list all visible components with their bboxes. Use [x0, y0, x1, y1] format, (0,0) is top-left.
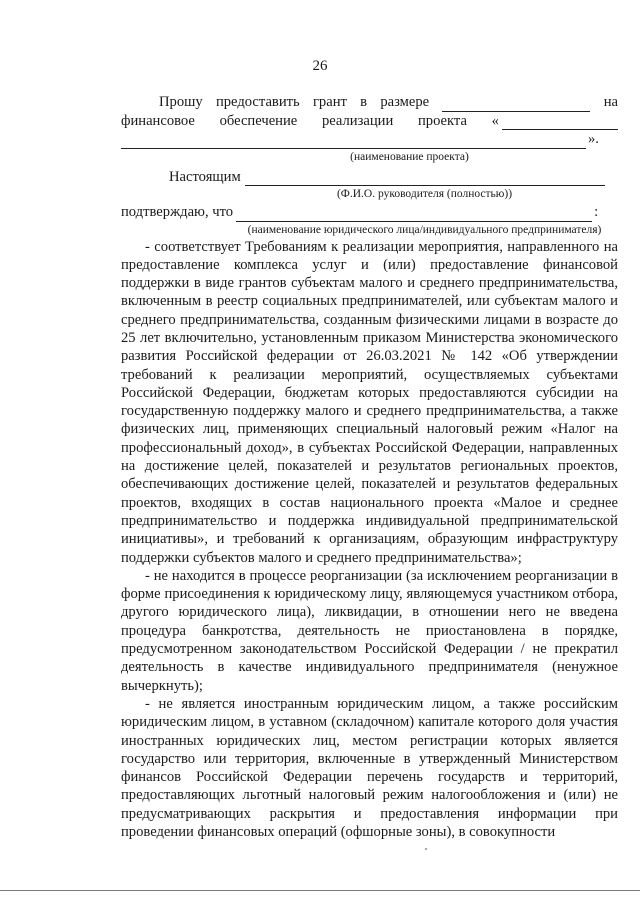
bottom-edge-line — [0, 890, 640, 891]
organization-name-blank[interactable] — [236, 208, 592, 222]
close-quote: ». — [588, 131, 599, 147]
scan-speck — [425, 848, 427, 850]
page-number: 26 — [312, 58, 328, 74]
requirement-paragraph: - не является иностранным юридическим лицом, а также российским юридическим лицом, в уставном (складочном) капитале которого доля участия иностранных юридических лиц, местом регистрации которых является государство или территория, включенные в утвержденный Министерством финансов Российской Федерации перечень государств и территорий, предоставляющих льготный налоговый режим налогообложения и (или) не предусматривающих раскрытия и предоставления информации при проведении финансовых операций (офшорные зоны), в совокупности — [121, 695, 618, 840]
request-word: на — [603, 94, 618, 110]
requirement-paragraph: - соответствует Требованиям к реализации мероприятия, направленного на предоставление комплекса услуг и (или) предоставление финансовой поддержки в виде грантов субъектам малого и среднего предпринимательства, включенным в реестр социальных предпринимателей, или субъектам малого и среднего предпринимательства, созданным физическими лицами в возрасте до 25 лет включительно, установленным приказом Министерства экономического развития Российской федерации от 26.03.2021 № 142 «Об утверждении требований к реализации мероприятий, осуществляемых субъектами Российской Федерации, бюджетам которых предоставляются субсидии на государственную поддержку малого и среднего предпринимательства, а также физических лиц, применяющих специальный налоговый режим «Налог на профессиональный доход», в субъектах Российской Федерации, направленных на достижение целей, показателей и результатов региональных проектов, обеспечивающих достижение целей, показателей и результатов федеральных проектов, входящих в состав национального проекта «Малое и среднее предпринимательство и поддержка индивидуальной предпринимательской инициативы», и требований к организациям, образующим инфраструктуру поддержки субъектов малого и среднего предпринимательства»; — [121, 238, 618, 566]
request-word: Прошу — [159, 94, 203, 110]
document-body — [121, 93, 618, 841]
director-name-caption: (Ф.И.О. руководителя (полностью)) — [336, 188, 513, 200]
confirm-colon: : — [594, 204, 599, 220]
grant-amount-blank[interactable] — [442, 98, 590, 112]
request-word: реализации — [321, 112, 394, 129]
confirm-line — [121, 203, 618, 222]
project-name-blank[interactable] — [502, 116, 618, 130]
confirm-label: подтверждаю, что — [121, 204, 234, 220]
request-line-2 — [121, 112, 618, 131]
request-word: грант — [312, 94, 347, 110]
signatory-line — [121, 168, 618, 187]
project-name-blank-continued[interactable] — [121, 135, 586, 149]
signatory-label: Настоящим — [169, 168, 241, 185]
project-name-caption: (наименование проекта) — [350, 150, 469, 163]
request-word: предоставить — [215, 94, 300, 110]
director-name-blank[interactable] — [245, 172, 605, 186]
requirement-paragraph: - не находится в процессе реорганизации (за исключением реорганизации в форме присоединения к юридическому лицу, являющемуся участником отбора, другого юридического лица), ликвидации, в отношении него не введена процедура банкротства, деятельность не приостановлена в порядке, предусмотренном законодательством Российской Федерации / не прекратил деятельность в качестве индивидуального предпринимателя (ненужное вычеркнуть); — [121, 567, 618, 694]
request-word: финансовое — [121, 112, 195, 129]
open-quote: « — [491, 112, 499, 129]
organization-name-caption: (наименование юридического лица/индивидуального предпринимателя) — [247, 223, 602, 236]
project-name-start — [492, 112, 618, 131]
request-word: размере — [380, 94, 430, 110]
request-word: обеспечение — [219, 112, 298, 129]
request-word: в — [360, 94, 368, 110]
request-line-1 — [121, 93, 618, 112]
request-line-3 — [121, 130, 618, 149]
request-word: проекта — [417, 112, 467, 129]
